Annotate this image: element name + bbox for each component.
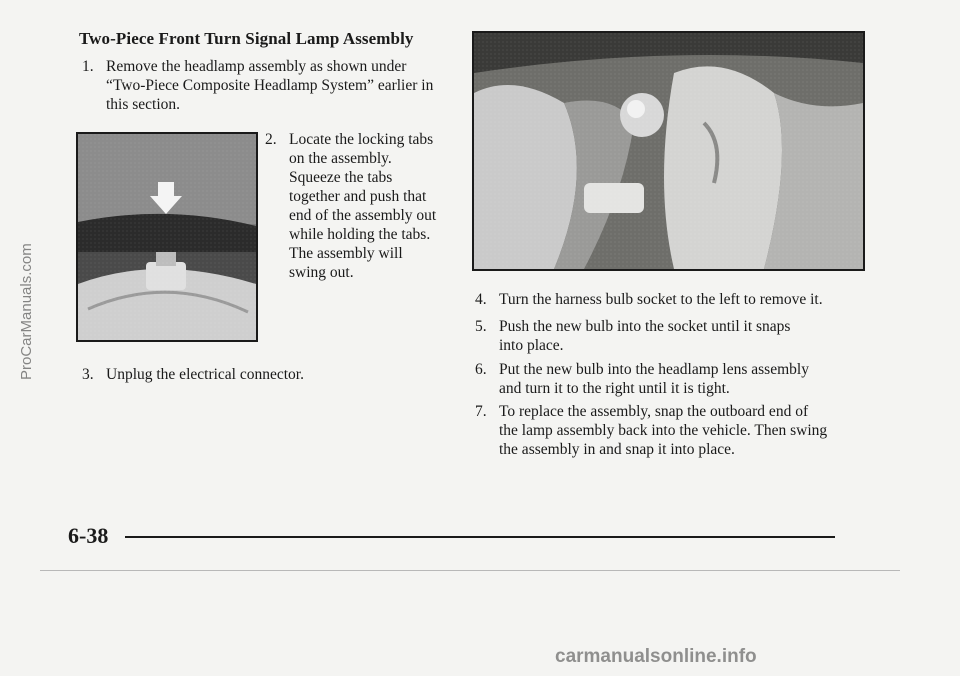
- step-text: [499, 317, 790, 355]
- step-number: 1.: [82, 58, 94, 75]
- bottom-watermark: carmanualsonline.info: [555, 646, 757, 667]
- step-line: on the assembly.: [289, 150, 392, 167]
- step-line: Turn the harness bulb socket to the left to remove it.: [499, 291, 823, 308]
- side-watermark: ProCarManuals.com: [18, 243, 35, 380]
- step-line: swing out.: [289, 264, 354, 281]
- step-line: into place.: [499, 337, 564, 354]
- step-number: 2.: [265, 131, 277, 148]
- bulb-socket-photo: [472, 31, 865, 271]
- step-7: [475, 402, 875, 468]
- step-4: [475, 290, 875, 312]
- step-line: and turn it to the right until it is tight.: [499, 380, 730, 397]
- step-text: [499, 290, 823, 309]
- step-line: Put the new bulb into the headlamp lens assembly: [499, 361, 809, 378]
- step-line: end of the assembly out: [289, 207, 437, 224]
- step-text: [289, 130, 436, 282]
- section-title: Two-Piece Front Turn Signal Lamp Assembly: [79, 29, 414, 48]
- step-line: Remove the headlamp assembly as shown under: [106, 58, 407, 75]
- step-2: [265, 130, 460, 280]
- step-line: “Two-Piece Composite Headlamp System” earlier in: [106, 77, 434, 94]
- step-line: this section.: [106, 96, 181, 113]
- step-line: The assembly will: [289, 245, 403, 262]
- step-3: [82, 365, 402, 387]
- step-number: 7.: [475, 403, 487, 420]
- page-bottom-edge: [40, 570, 900, 571]
- step-1: [82, 57, 462, 117]
- bulb-socket-illustration: [474, 33, 863, 269]
- step-line: Push the new bulb into the socket until it snaps: [499, 318, 791, 335]
- step-number: 6.: [475, 361, 487, 378]
- step-5: [475, 317, 875, 361]
- step-text: [499, 402, 827, 459]
- step-line: while holding the tabs.: [289, 226, 431, 243]
- step-line: Squeeze the tabs: [289, 169, 393, 186]
- step-6: [475, 360, 875, 404]
- step-number: 4.: [475, 291, 487, 308]
- step-text: [106, 57, 433, 114]
- step-line: together and push that: [289, 188, 427, 205]
- step-line: Locate the locking tabs: [289, 131, 434, 148]
- page-number: 6-38: [68, 523, 109, 548]
- locking-tabs-illustration: [78, 134, 256, 340]
- step-line: the lamp assembly back into the vehicle. Then swing: [499, 422, 828, 439]
- step-text: [106, 365, 304, 384]
- step-line: Unplug the electrical connector.: [106, 366, 304, 383]
- step-number: 3.: [82, 366, 94, 383]
- step-number: 5.: [475, 318, 487, 335]
- step-line: To replace the assembly, snap the outboard end of: [499, 403, 809, 420]
- locking-tabs-photo: [76, 132, 258, 342]
- step-line: the assembly in and snap it into place.: [499, 441, 735, 458]
- step-text: [499, 360, 809, 398]
- footer-rule: [125, 536, 835, 538]
